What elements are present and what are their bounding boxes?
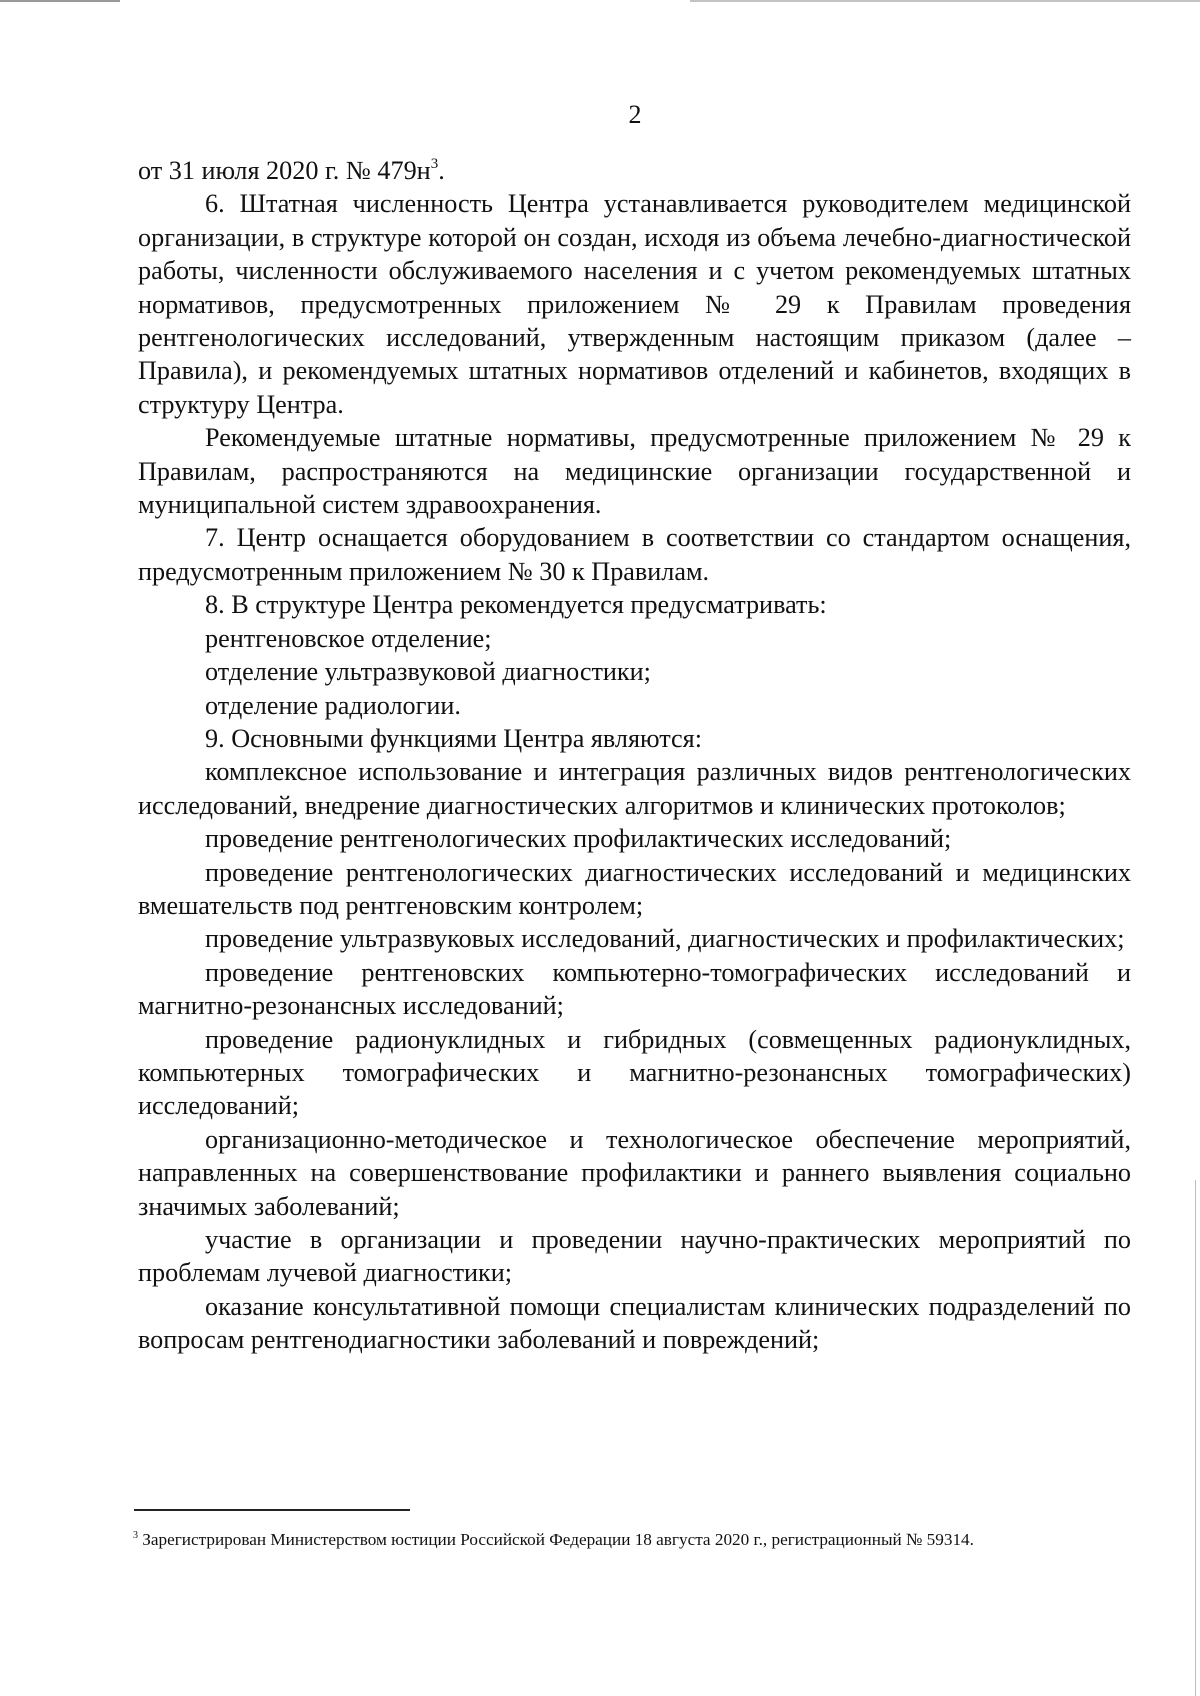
footnote-divider <box>134 1509 410 1511</box>
footnote-reference: 3 <box>430 156 439 172</box>
function-item: организационно-методическое и технологическое обеспечение мероприятий, направленных на совершенствование профилактики и раннего выявления социально значимых заболеваний; <box>138 1124 1131 1221</box>
function-item: проведение рентгеновских компьютерно-томографических исследований и магнитно-резонансных исследований; <box>138 957 1131 1021</box>
scan-edge-top <box>0 0 1200 2</box>
document-body <box>138 154 1131 1357</box>
function-item: оказание консультативной помощи специалистам клинических подразделений по вопросам рентгенодиагностики заболеваний и повреждений; <box>138 1291 1131 1355</box>
structure-item-xray: рентгеновское отделение; <box>205 623 492 653</box>
paragraph-6-staffing: 6. Штатная численность Центра устанавливается руководителем медицинской организации, в структуре которой он создан, исходя из объема лечебно-диагностической работы, численности обслуживаемого населения и с учетом рекомендуемых штатных нормативов, предусмотренных приложением № 29 к Правилам проведения рентгенологических исследований, утвержденным настоящим приказом (далее – Правила), и рекомендуемых штатных нормативов отделений и кабинетов, входящих в структуру Центра. <box>138 189 1131 419</box>
function-item: комплексное использование и интеграция различных видов рентгенологических исследований, внедрение диагностических алгоритмов и клинических протоколов; <box>138 757 1131 820</box>
function-item: проведение ультразвуковых исследований, диагностических и профилактических; <box>205 924 1125 954</box>
function-item: проведение рентгенологических профилактических исследований; <box>205 824 952 854</box>
function-item: участие в организации и проведении научно-практических мероприятий по проблемам лучевой диагностики; <box>138 1225 1131 1288</box>
paragraph-staff-norms: Рекомендуемые штатные нормативы, предусмотренные приложением № 29 к Правилам, распространяются на медицинские организации государственной и муниципальной систем здравоохранения. <box>138 423 1131 520</box>
structure-item-radiology: отделение радиологии. <box>205 690 461 720</box>
paragraph-9-functions: 9. Основными функциями Центра являются: <box>205 723 702 753</box>
page-number: 2 <box>628 100 642 129</box>
order-reference-text: от 31 июля 2020 г. № 479н <box>138 156 431 185</box>
footnote-text: Зарегистрирован Министерством юстиции Российской Федерации 18 августа 2020 г., регистрационный № 59314. <box>142 1530 974 1549</box>
structure-item-ultrasound: отделение ультразвуковой диагностики; <box>205 657 651 687</box>
paragraph-7-equipment: 7. Центр оснащается оборудованием в соответствии со стандартом оснащения, предусмотренным приложением № 30 к Правилам. <box>138 523 1131 586</box>
function-item: проведение рентгенологических диагностических исследований и медицинских вмешательств под рентгеновским контролем; <box>138 857 1131 920</box>
order-reference: от 31 июля 2020 г. № $479н^3$. <box>138 156 445 185</box>
footnote-marker: 3 <box>133 1530 138 1541</box>
scan-edge-right <box>1195 1180 1196 1696</box>
footnote <box>133 1529 1143 1551</box>
function-item: проведение радионуклидных и гибридных (совмещенных радионуклидных, компьютерных томографических и магнитно-резонансных томографических) исследований; <box>138 1024 1131 1121</box>
paragraph-8-structure: 8. В структуре Центра рекомендуется предусматривать: <box>205 590 827 620</box>
